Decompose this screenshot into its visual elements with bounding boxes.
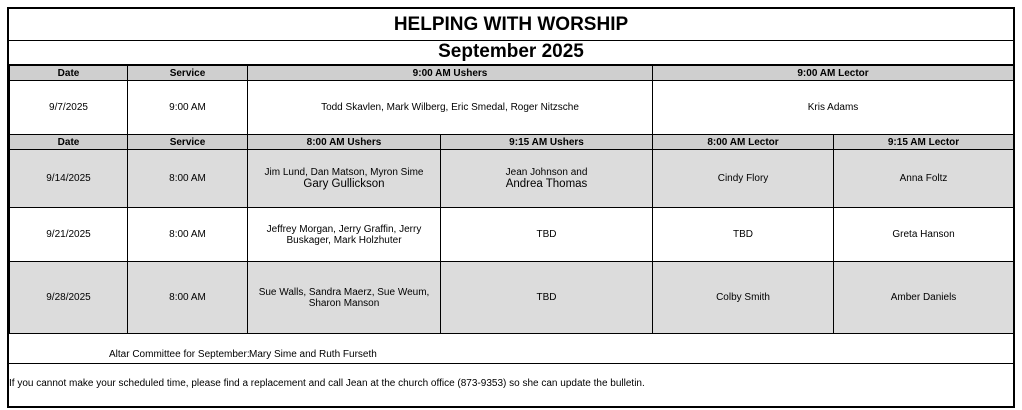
col-header-915-lector: 9:15 AM Lector [834,135,1014,150]
cell-lector-800: Cindy Flory [653,150,834,208]
col-header-915-ushers: 9:15 AM Ushers [441,135,653,150]
col-header-8am-ushers: 8:00 AM Ushers [248,135,441,150]
table-row [10,150,1014,208]
col-header-service: Service [128,135,248,150]
footer-note: If you cannot make your scheduled time, please find a replacement and call Jean at the church office (873-9353) so she can update the bulletin. [9,378,645,389]
header-row-split [10,135,1014,150]
ushers-line: Andrea Thomas [505,178,588,190]
cell-lector-915: Amber Daniels [834,262,1014,334]
table-row [10,262,1014,334]
cell-service: 9:00 AM [128,81,248,135]
cell-service: 8:00 AM [128,150,248,208]
cell-ushers-915: TBD [441,208,653,262]
cell-date: 9/28/2025 [10,262,128,334]
cell-lector-800: Colby Smith [653,262,834,334]
header-row-9am [10,66,1014,81]
col-header-date: Date [10,135,128,150]
col-header-9am-lector: 9:00 AM Lector [653,66,1014,81]
cell-ushers-800 [248,150,441,208]
cell-date: 9/7/2025 [10,81,128,135]
col-header-9am-ushers: 9:00 AM Ushers [248,66,653,81]
cell-lector-915: Anna Foltz [834,150,1014,208]
cell-service: 8:00 AM [128,262,248,334]
schedule-frame [7,7,1015,408]
ushers-line: Jean Johnson and [505,167,588,178]
cell-lector: Kris Adams [653,81,1014,135]
cell-ushers-800: Jeffrey Morgan, Jerry Graffin, Jerry Buskager, Mark Holzhuter [248,208,441,262]
table-row [10,208,1014,262]
col-header-service: Service [128,66,248,81]
col-header-date: Date [10,66,128,81]
page-title: HELPING WITH WORSHIP [9,9,1013,41]
cell-ushers-915: TBD [441,262,653,334]
cell-ushers: Todd Skavlen, Mark Wilberg, Eric Smedal, Roger Nitzsche [248,81,653,135]
cell-lector-800: TBD [653,208,834,262]
cell-date: 9/21/2025 [10,208,128,262]
altar-committee [9,346,1013,364]
col-header-8am-lector: 8:00 AM Lector [653,135,834,150]
ushers-line: Gary Gullickson [303,178,385,190]
cell-service: 8:00 AM [128,208,248,262]
cell-ushers-800: Sue Walls, Sandra Maerz, Sue Weum, Sharon Manson [248,262,441,334]
altar-value: Mary Sime and Ruth Furseth [249,349,377,360]
page-subtitle: September 2025 [9,41,1013,65]
cell-date: 9/14/2025 [10,150,128,208]
cell-ushers-915 [441,150,653,208]
cell-lector-915: Greta Hanson [834,208,1014,262]
schedule-table [9,65,1014,334]
table-row [10,81,1014,135]
ushers-line: Jim Lund, Dan Matson, Myron Sime [264,167,424,178]
altar-label: Altar Committee for September: [109,349,250,360]
